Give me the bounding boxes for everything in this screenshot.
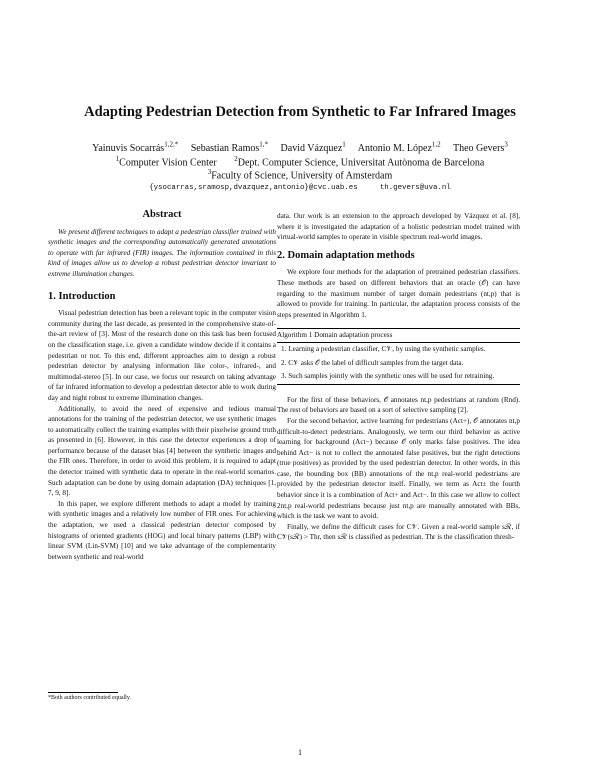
da-paragraph-4: Finally, we define the difficult cases for C𝒱. Given a real-world sample sℛ, if C𝒱(sℛ) > Thr, then sℛ is classified as pedestrian. Thr is the classification thresh- bbox=[277, 522, 520, 542]
algorithm-step: 3. Such samples jointly with the synthetic ones will be used for retraining. bbox=[281, 372, 495, 381]
algorithm-box bbox=[277, 328, 520, 384]
author: Theo Gevers$^3$ bbox=[452, 141, 508, 155]
section-heading-domain-adaptation: 2. Domain adaptation methods bbox=[277, 249, 415, 261]
author: Sebastian Ramos$^{1,*}$ bbox=[190, 141, 269, 155]
right-paragraph-0: data. Our work is an extension to the approach developed by Vázquez et al. [8], where it is investigated the adaptation of a holistic pedestrian model trained with virtual-world samples to operate in visible spectrum real-world images. bbox=[277, 212, 520, 242]
da-paragraph-3: For the second behavior, active learning for pedestrians (Act+), 𝒪 annotates nt,p difficult-to-detect pedestrians. Analogously, we term our third behavior as active learning for background (Act−) because 𝒪 only marks false positives. The idea behind Act− is not to collect the annotated false positives, but the right detections (true positives) as provided by the used pedestrian detector. In other words, in this case, the bounding box (BB) annotations of the nt,p real-world pedestrians are provided by the pedestrian detector itself. Finally, we term as Act± the fourth behavior since it is a combination of Act+ and Act−. In this case we allow to collect 2nt,p real-world pedestrians because just nt,p are manually annotated with BBs, which is the task we want to avoid. bbox=[277, 416, 520, 521]
author: Antonio M. López$^{1,2}$ bbox=[357, 141, 441, 155]
section-heading-introduction: 1. Introduction bbox=[48, 290, 116, 302]
da-paragraph-2: For the first of these behaviors, 𝒪 annotates nt,p pedestrians at random (Rnd). The rest of behaviors are based on a sort of selective sampling [2]. bbox=[277, 395, 520, 415]
intro-paragraph-2: Additionally, to avoid the need of expensive and tedious manual annotations for the training of the pedestrian detector, we use synthetic images to automatically collect the training examples with their pixelwise ground truth as presented in [6]. However, in this case the detector experiences a drop of performance because of the dataset bias [4] between the synthetic images and the FIR ones. Therefore, in order to avoid this problem, it is required to adapt the detector trained with synthetic data to operate in the real-world scenarios. Such adaptation can be done by using domain adaptation (DA) techniques [1, 7, 9, 8]. bbox=[48, 404, 276, 498]
affiliation-line-1: $^1$Computer Vision Center $^2$Dept. Computer Science, Universitat Autònoma de Barcelona bbox=[115, 155, 485, 169]
affiliation-line-2: $^3$Faculty of Science, University of Amsterdam bbox=[207, 168, 393, 182]
intro-paragraph-1: Visual pedestrian detection has been a relevant topic in the computer vision community during the last decade, as presented in the comprehensive state-of-the-art review of [3]. Most of the research done on this task has been focused on the classification stage, i.e. given a candidate window decide if it contains a pedestrian or not. To this end, different approaches aim to design a robust pedestrian detector by analysing information like color-, infrared-, and multimodal-stereo [5]. In our case, we focus our research on taking advantage of far infrared information to develop a pedestrian detector able to work during day and night robust to extreme illumination changes. bbox=[48, 309, 276, 402]
algorithm-step: 2. C𝒱 asks 𝒪 the label of difficult samples from the target data. bbox=[281, 358, 464, 367]
footnote: *Both authors contributed equally. bbox=[48, 692, 276, 701]
paper-title: Adapting Pedestrian Detection from Synthetic to Far Infrared Images bbox=[84, 104, 516, 120]
right-column bbox=[277, 211, 520, 543]
abstract-heading: Abstract bbox=[142, 209, 182, 220]
author-list bbox=[0, 141, 600, 154]
author: Yainuvis Socarrás$^{1,2,*}$ bbox=[92, 141, 179, 155]
footnote-rule bbox=[48, 692, 118, 693]
left-column bbox=[48, 210, 276, 562]
algorithm-title: Algorithm 1 Domain adaptation process bbox=[277, 329, 520, 343]
abstract-text: We present different techniques to adapt a pedestrian classifier trained with synthetic images and the corresponding automatically generated annotations to operate with far infrared (FIR) images. The information contained in this kind of images allow us to develop a robust pedestrian detector invariant to extreme illumination changes. bbox=[48, 227, 276, 278]
page-number: 1 bbox=[298, 748, 302, 757]
author-emails: {ysocarras,sramosp,dvazquez,antonio}@cvc.uab.es th.gevers@uva.nl bbox=[149, 184, 451, 192]
algorithm-step: 1. Learning a pedestrian classifier, C𝒱, by using the synthetic samples. bbox=[281, 344, 486, 353]
author: David Vázquez$^1$ bbox=[280, 141, 346, 155]
intro-paragraph-3: In this paper, we explore different methods to adapt a model by training with synthetic images and a relatively low number of FIR ones. For achieving the adaptation, we used a classical pedestrian detector composed by histograms of oriented gradients (HOG) and local binary patterns (LBP) with linear SVM (Lin-SVM) [10] and we take advantage of the complementarity between synthetic and real-world bbox=[48, 499, 276, 561]
da-paragraph-1: We explore four methods for the adaptation of pretrained pedestrian classifiers. These methods are based on different behaviors that an oracle (𝒪) can have regarding to the maximum number of target domain pedestrians (nt,p) that is allowed to provide for training. In particular, the adaptation process consists of the steps presented in Algorithm 1. bbox=[277, 268, 520, 319]
